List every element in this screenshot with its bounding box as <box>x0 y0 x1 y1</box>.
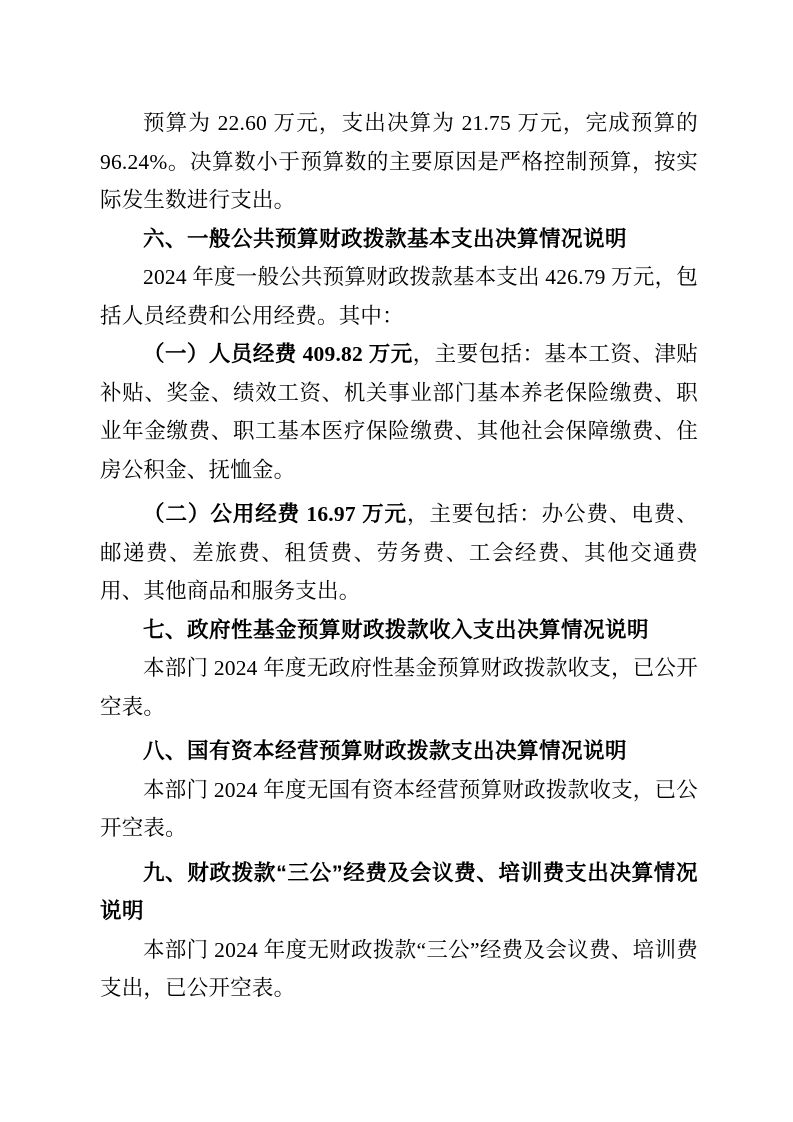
public-expense-lead: （二）公用经费 16.97 万元 <box>143 502 407 526</box>
paragraph-basic-expenditure-overview: 2024 年度一般公共预算财政拨款基本支出 426.79 万元，包括人员经费和公用经费。其中： <box>100 265 698 328</box>
heading-section-6: 六、一般公共预算财政拨款基本支出决算情况说明 <box>143 226 628 251</box>
personnel-expense-lead: （一）人员经费 409.82 万元 <box>143 342 413 366</box>
public-expense-detail: ，主要包括：办公费、电费、邮递费、差旅费、租赁费、劳务费、工会经费、其他交通费用、其他商品和服务支出。 <box>100 502 699 603</box>
heading-section-9: 九、财政拨款“三公”经费及会议费、培训费支出决算情况说明 <box>100 860 698 923</box>
document-content <box>100 104 698 1008</box>
paragraph-public-expense <box>100 495 698 611</box>
heading-section-8: 八、国有资本经营预算财政拨款支出决算情况说明 <box>143 739 628 763</box>
personnel-expense-detail: ，主要包括：基本工资、津贴补贴、奖金、绩效工资、机关事业部门基本养老保险缴费、职业年金缴费、职工基本医疗保险缴费、其他社会保障缴费、住房公积金、抚恤金。 <box>100 342 698 482</box>
paragraph-government-fund: 本部门 2024 年度无政府性基金预算财政拨款收支，已公开空表。 <box>100 656 698 719</box>
paragraph-state-capital: 本部门 2024 年度无国有资本经营预算财政拨款收支，已公开空表。 <box>100 777 698 840</box>
paragraph-budget-completion: 预算为 22.60 万元，支出决算为 21.75 万元，完成预算的 96.24%。决算数小于预算数的主要原因是严格控制预算，按实际发生数进行支出。 <box>100 111 698 212</box>
paragraph-personnel-expense <box>100 335 698 489</box>
heading-section-7: 七、政府性基金预算财政拨款收入支出决算情况说明 <box>143 617 650 642</box>
paragraph-three-public-expenses: 本部门 2024 年度无财政拨款“三公”经费及会议费、培训费支出，已公开空表。 <box>100 937 698 1000</box>
